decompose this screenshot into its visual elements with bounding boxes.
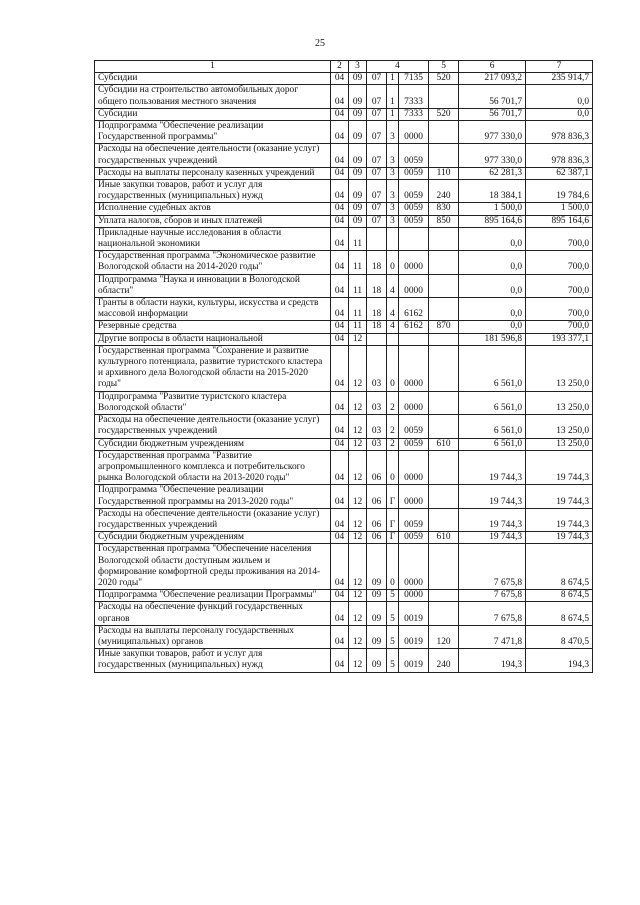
expense-type-code [429,508,459,531]
direction-code: 0019 [399,649,429,672]
direction-code: 0000 [399,391,429,414]
row-name: Субсидии [95,108,331,120]
subsection-code: 11 [349,298,367,321]
row-name: Расходы на обеспечение функций государственных органов [95,602,331,625]
amount-col-7: 895 164,6 [526,215,593,227]
subsection-code: 09 [349,121,367,144]
program-code: 09 [367,590,387,602]
section-code: 04 [331,485,349,508]
subprogram-code: 1 [387,108,399,120]
program-code: 06 [367,532,387,544]
expense-type-code: 240 [429,649,459,672]
section-code: 04 [331,215,349,227]
table-body [95,73,593,672]
direction-code: 6162 [399,321,429,333]
expense-type-code [429,415,459,438]
subprogram-code: 3 [387,121,399,144]
amount-col-7: 19 784,6 [526,180,593,203]
amount-col-7: 13 250,0 [526,391,593,414]
section-code: 04 [331,180,349,203]
amount-col-7: 978 836,3 [526,144,593,167]
amount-col-7: 19 744,3 [526,508,593,531]
row-name: Государственная программа "Развитие агропромышленного комплекса и потребительского рынка Вологодской области на 2013-2020 годы" [95,450,331,485]
subsection-code: 12 [349,602,367,625]
program-code: 18 [367,298,387,321]
amount-col-7: 19 744,3 [526,532,593,544]
direction-code [399,227,429,250]
section-code: 04 [331,415,349,438]
table-row [95,180,593,203]
direction-code: 0059 [399,532,429,544]
expense-type-code [429,144,459,167]
expense-type-code: 240 [429,180,459,203]
expense-type-code [429,298,459,321]
row-name: Субсидии [95,73,331,85]
amount-col-7: 700,0 [526,321,593,333]
row-name: Подпрограмма "Наука и инновации в Вологодской области" [95,274,331,297]
amount-col-7: 700,0 [526,227,593,250]
row-name: Подпрограмма "Развитие туристского кластера Вологодской области" [95,391,331,414]
row-name: Расходы на обеспечение деятельности (оказание услуг) государственных учреждений [95,508,331,531]
direction-code: 0000 [399,485,429,508]
program-code: 07 [367,144,387,167]
row-name: Субсидии бюджетным учреждениям [95,438,331,450]
section-code: 04 [331,203,349,215]
amount-col-6: 217 093,2 [459,73,526,85]
header-cell: 7 [526,61,593,73]
subsection-code: 09 [349,167,367,179]
amount-col-6: 181 596,8 [459,333,526,345]
subsection-code: 09 [349,108,367,120]
subprogram-code: 0 [387,544,399,590]
table-row [95,108,593,120]
table-row [95,274,593,297]
expense-type-code [429,590,459,602]
program-code: 18 [367,251,387,274]
subsection-code: 09 [349,144,367,167]
amount-col-6: 977 330,0 [459,121,526,144]
budget-table [94,60,593,673]
program-code: 09 [367,602,387,625]
expense-type-code: 610 [429,532,459,544]
table-row [95,73,593,85]
amount-col-7: 0,0 [526,108,593,120]
subprogram-code: 5 [387,590,399,602]
subsection-code: 12 [349,415,367,438]
expense-type-code: 520 [429,73,459,85]
header-cell: 2 [331,61,349,73]
subprogram-code [387,333,399,345]
section-code: 04 [331,345,349,391]
section-code: 04 [331,508,349,531]
table-row [95,144,593,167]
expense-type-code [429,544,459,590]
program-code: 06 [367,450,387,485]
direction-code: 0059 [399,180,429,203]
subsection-code: 11 [349,274,367,297]
row-name: Уплата налогов, сборов и иных платежей [95,215,331,227]
amount-col-7: 19 744,3 [526,450,593,485]
row-name: Расходы на обеспечение деятельности (оказание услуг) государственных учреждений [95,144,331,167]
row-name: Государственная программа "Обеспечение населения Вологодской области доступным жильем и формирование комфортной среды проживания на 2014-2020 годы" [95,544,331,590]
table-row [95,203,593,215]
subsection-code: 12 [349,450,367,485]
subsection-code: 09 [349,203,367,215]
amount-col-6: 7 675,8 [459,544,526,590]
program-code: 09 [367,625,387,648]
amount-col-6: 6 561,0 [459,438,526,450]
amount-col-7: 194,3 [526,649,593,672]
row-name: Государственная программа "Экономическое развитие Вологодской области на 2014-2020 годы" [95,251,331,274]
direction-code: 0059 [399,203,429,215]
expense-type-code [429,227,459,250]
section-code: 04 [331,333,349,345]
subprogram-code: 5 [387,602,399,625]
table-row [95,625,593,648]
row-name: Резервные средства [95,321,331,333]
direction-code [399,333,429,345]
direction-code: 6162 [399,298,429,321]
amount-col-7: 13 250,0 [526,345,593,391]
table-row [95,121,593,144]
row-name: Подпрограмма "Обеспечение реализации Программы" [95,590,331,602]
subsection-code: 09 [349,180,367,203]
table-row [95,508,593,531]
subprogram-code: 3 [387,203,399,215]
program-code: 07 [367,121,387,144]
subprogram-code: 0 [387,251,399,274]
row-name: Подпрограмма "Обеспечение реализации Государственной программы" [95,121,331,144]
expense-type-code: 520 [429,108,459,120]
section-code: 04 [331,298,349,321]
table-row [95,167,593,179]
row-name: Исполнение судебных актов [95,203,331,215]
direction-code: 0019 [399,602,429,625]
amount-col-7: 0,0 [526,85,593,108]
subprogram-code: Г [387,532,399,544]
program-code: 09 [367,649,387,672]
program-code: 18 [367,321,387,333]
amount-col-6: 6 561,0 [459,345,526,391]
expense-type-code [429,85,459,108]
header-cell: 1 [95,61,331,73]
direction-code: 0059 [399,144,429,167]
table-row [95,345,593,391]
subprogram-code: 0 [387,345,399,391]
amount-col-6: 895 164,6 [459,215,526,227]
amount-col-7: 1 500,0 [526,203,593,215]
subprogram-code: 1 [387,73,399,85]
row-name: Другие вопросы в области национальной [95,333,331,345]
subsection-code: 11 [349,251,367,274]
table-row [95,251,593,274]
amount-col-6: 19 744,3 [459,485,526,508]
section-code: 04 [331,544,349,590]
table-row [95,544,593,590]
subprogram-code: 5 [387,625,399,648]
program-code: 18 [367,274,387,297]
amount-col-6: 7 675,8 [459,590,526,602]
subprogram-code: 4 [387,298,399,321]
header-cell: 6 [459,61,526,73]
program-code: 09 [367,544,387,590]
row-name: Прикладные научные исследования в области национальной экономики [95,227,331,250]
subprogram-code [387,227,399,250]
expense-type-code [429,602,459,625]
section-code: 04 [331,590,349,602]
direction-code: 0059 [399,508,429,531]
program-code: 06 [367,485,387,508]
program-code: 06 [367,508,387,531]
amount-col-7: 19 744,3 [526,485,593,508]
amount-col-6: 7 471,8 [459,625,526,648]
expense-type-code [429,450,459,485]
program-code [367,227,387,250]
expense-type-code: 830 [429,203,459,215]
section-code: 04 [331,321,349,333]
amount-col-7: 62 387,1 [526,167,593,179]
expense-type-code [429,274,459,297]
section-code: 04 [331,625,349,648]
amount-col-6: 6 561,0 [459,391,526,414]
program-code: 07 [367,215,387,227]
table-row [95,602,593,625]
subprogram-code: 5 [387,649,399,672]
amount-col-6: 19 744,3 [459,532,526,544]
subsection-code: 12 [349,625,367,648]
subprogram-code: 1 [387,85,399,108]
expense-type-code: 110 [429,167,459,179]
section-code: 04 [331,85,349,108]
subprogram-code: Г [387,508,399,531]
direction-code: 0059 [399,438,429,450]
subsection-code: 12 [349,544,367,590]
program-code: 07 [367,108,387,120]
table-row [95,532,593,544]
amount-col-7: 13 250,0 [526,438,593,450]
subsection-code: 12 [349,391,367,414]
table-row [95,450,593,485]
table-row [95,391,593,414]
expense-type-code [429,391,459,414]
table-row [95,649,593,672]
row-name: Подпрограмма "Обеспечение реализации Государственной программы на 2013-2020 годы" [95,485,331,508]
header-row [95,61,593,73]
program-code: 03 [367,345,387,391]
subprogram-code: 3 [387,215,399,227]
row-name: Иные закупки товаров, работ и услуг для государственных (муниципальных) нужд [95,180,331,203]
section-code: 04 [331,602,349,625]
subprogram-code: 3 [387,180,399,203]
section-code: 04 [331,251,349,274]
subsection-code: 12 [349,508,367,531]
subsection-code: 09 [349,85,367,108]
expense-type-code: 850 [429,215,459,227]
subprogram-code: 4 [387,274,399,297]
amount-col-6: 0,0 [459,251,526,274]
subsection-code: 12 [349,649,367,672]
direction-code: 7333 [399,85,429,108]
section-code: 04 [331,532,349,544]
subsection-code: 12 [349,438,367,450]
amount-col-6: 1 500,0 [459,203,526,215]
subprogram-code: 2 [387,391,399,414]
section-code: 04 [331,438,349,450]
subsection-code: 09 [349,73,367,85]
direction-code: 0000 [399,121,429,144]
section-code: 04 [331,227,349,250]
program-code: 07 [367,180,387,203]
table-row [95,590,593,602]
direction-code: 0059 [399,167,429,179]
program-code [367,333,387,345]
amount-col-7: 8 674,5 [526,544,593,590]
subprogram-code: 3 [387,144,399,167]
row-name: Субсидии на строительство автомобильных дорог общего пользования местного значения [95,85,331,108]
row-name: Расходы на выплаты персоналу государственных (муниципальных) органов [95,625,331,648]
amount-col-6: 6 561,0 [459,415,526,438]
subprogram-code: Г [387,485,399,508]
table-row [95,438,593,450]
page-number: 25 [315,38,325,49]
expense-type-code: 870 [429,321,459,333]
section-code: 04 [331,108,349,120]
direction-code: 0019 [399,625,429,648]
program-code: 03 [367,415,387,438]
row-name: Расходы на обеспечение деятельности (оказание услуг) государственных учреждений [95,415,331,438]
amount-col-6: 194,3 [459,649,526,672]
section-code: 04 [331,73,349,85]
direction-code: 0000 [399,345,429,391]
expense-type-code [429,121,459,144]
subsection-code: 12 [349,590,367,602]
direction-code: 0000 [399,274,429,297]
table-row [95,85,593,108]
amount-col-6: 0,0 [459,274,526,297]
table-row [95,227,593,250]
amount-col-6: 7 675,8 [459,602,526,625]
section-code: 04 [331,391,349,414]
subsection-code: 12 [349,485,367,508]
subprogram-code: 3 [387,167,399,179]
section-code: 04 [331,649,349,672]
row-name: Иные закупки товаров, работ и услуг для государственных (муниципальных) нужд [95,649,331,672]
amount-col-7: 700,0 [526,251,593,274]
section-code: 04 [331,274,349,297]
table-row [95,298,593,321]
expense-type-code [429,485,459,508]
subsection-code: 11 [349,321,367,333]
row-name: Государственная программа "Сохранение и развитие культурного потенциала, развитие туристского кластера и архивного дела Вологодской области на 2015-2020 годы" [95,345,331,391]
amount-col-7: 700,0 [526,274,593,297]
subprogram-code: 0 [387,450,399,485]
table-row [95,333,593,345]
subprogram-code: 4 [387,321,399,333]
direction-code: 7333 [399,108,429,120]
amount-col-6: 977 330,0 [459,144,526,167]
direction-code: 7135 [399,73,429,85]
amount-col-7: 235 914,7 [526,73,593,85]
section-code: 04 [331,144,349,167]
direction-code: 0059 [399,215,429,227]
row-name: Гранты в области науки, культуры, искусства и средств массовой информации [95,298,331,321]
amount-col-6: 62 281,3 [459,167,526,179]
subsection-code: 12 [349,345,367,391]
program-code: 03 [367,438,387,450]
subprogram-code: 2 [387,438,399,450]
table-row [95,321,593,333]
amount-col-7: 8 470,5 [526,625,593,648]
amount-col-6: 18 384,1 [459,180,526,203]
direction-code: 0000 [399,544,429,590]
amount-col-6: 0,0 [459,227,526,250]
amount-col-7: 13 250,0 [526,415,593,438]
section-code: 04 [331,167,349,179]
program-code: 07 [367,203,387,215]
section-code: 04 [331,450,349,485]
amount-col-7: 8 674,5 [526,602,593,625]
amount-col-6: 19 744,3 [459,508,526,531]
amount-col-6: 56 701,7 [459,108,526,120]
amount-col-6: 19 744,3 [459,450,526,485]
program-code: 07 [367,85,387,108]
subsection-code: 12 [349,333,367,345]
expense-type-code [429,333,459,345]
direction-code: 0000 [399,251,429,274]
program-code: 07 [367,73,387,85]
subsection-code: 12 [349,532,367,544]
table-row [95,215,593,227]
amount-col-6: 0,0 [459,321,526,333]
direction-code: 0000 [399,450,429,485]
row-name: Субсидии бюджетным учреждениям [95,532,331,544]
direction-code: 0059 [399,415,429,438]
expense-type-code [429,251,459,274]
amount-col-7: 193 377,1 [526,333,593,345]
header-cell: 3 [349,61,367,73]
direction-code: 0000 [399,590,429,602]
table-row [95,415,593,438]
expense-type-code: 610 [429,438,459,450]
amount-col-7: 700,0 [526,298,593,321]
table-row [95,485,593,508]
subsection-code: 09 [349,215,367,227]
amount-col-7: 8 674,5 [526,590,593,602]
header-cell: 4 [367,61,429,73]
row-name: Расходы на выплаты персоналу казенных учреждений [95,167,331,179]
program-code: 07 [367,167,387,179]
expense-type-code [429,345,459,391]
program-code: 03 [367,391,387,414]
header-cell: 5 [429,61,459,73]
amount-col-6: 56 701,7 [459,85,526,108]
amount-col-7: 978 836,3 [526,121,593,144]
subsection-code: 11 [349,227,367,250]
expense-type-code: 120 [429,625,459,648]
subprogram-code: 2 [387,415,399,438]
section-code: 04 [331,121,349,144]
amount-col-6: 0,0 [459,298,526,321]
